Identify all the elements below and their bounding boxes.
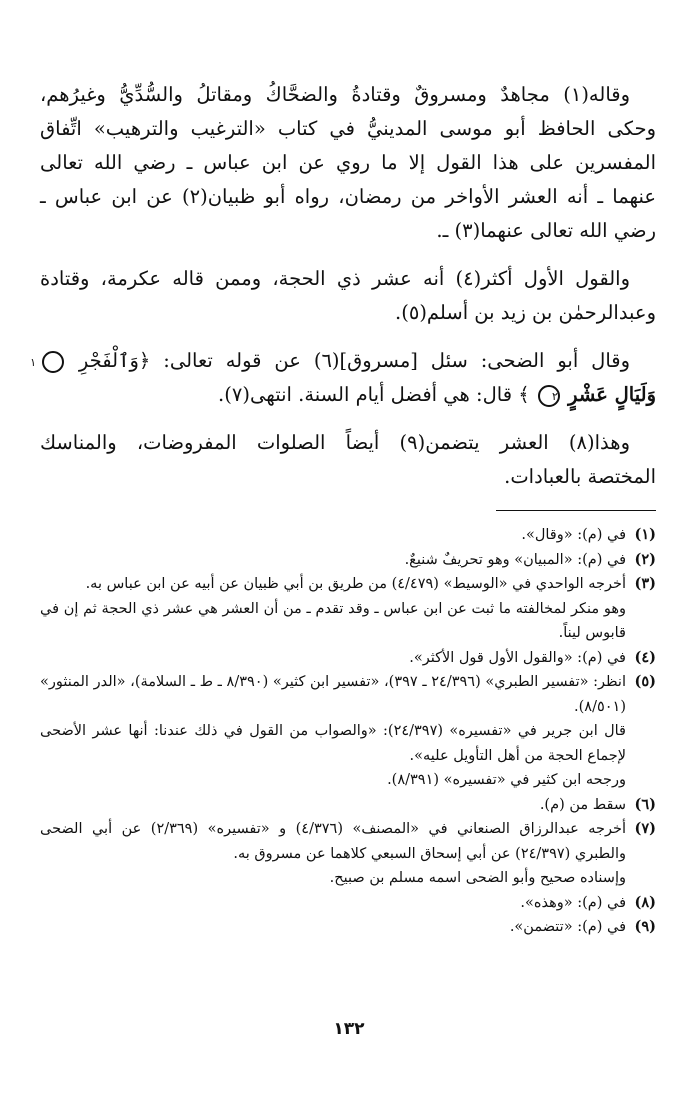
- body-line: وعبدالرحمٰن بن زيد بن أسلم(٥).: [395, 301, 656, 324]
- body-line: وهذا(٨) العشر يتضمن(٩) أيضاً الصلوات المفروضات، والمناسك: [40, 431, 630, 454]
- body-line: وحكى الحافظ أبو موسى المدينيُّ في كتاب «الترغيب والترهيب» اتِّفاق: [40, 117, 656, 140]
- footnote-number: (٩): [634, 918, 656, 935]
- body-line: وقاله(١) مجاهدٌ ومسروقٌ وقتادةُ والضحَّاكُ ومقاتلُ والسُّدِّيُّ وغيرُهم،: [40, 83, 630, 106]
- body-line: [40, 378, 656, 412]
- body-line: عنهما ـ أنه العشر الأواخر من رمضان، رواه أبو ظبيان(٢) عن ابن عباس ـ: [40, 185, 656, 208]
- footnote-2: [40, 548, 656, 573]
- body-paragraph-1: [40, 78, 656, 248]
- quran-text: وَلَيَالٍ عَشْرٍ: [568, 383, 656, 406]
- footnote-text: أخرجه عبدالرزاق الصنعاني في «المصنف» (٤/٣٧٦) و «تفسيره» (٢/٣٦٩) عن أبي الضحى والطبري (٢٤/٣٩٧) عن أبي إسحاق السبعي كلاهما عن مسروق به.: [40, 821, 627, 862]
- footnote-number: (٥): [634, 673, 656, 690]
- footnote-1: [40, 523, 656, 548]
- footnote-number: (٨): [634, 893, 656, 911]
- body-text: وقال أبو الضحى: سئل [مسروق](٦) عن قوله تعالى: ﴿وَٱلْفَجْرِ: [78, 349, 630, 372]
- body-line: والقول الأول أكثر(٤) أنه عشر ذي الحجة، وممن قاله عكرمة، وقتادة: [40, 267, 630, 290]
- footnote-9: [40, 915, 656, 940]
- footnote-divider: [496, 510, 656, 511]
- body-line: المفسرين على هذا القول إلا ما روي عن ابن عباس ـ رضي الله تعالى: [40, 151, 656, 174]
- body-line: المختصة بالعبادات.: [504, 465, 656, 488]
- footnote-4: [40, 646, 656, 671]
- footnote-continuation: وإسناده صحيح وأبو الضحى اسمه مسلم بن صبيح.: [329, 870, 626, 886]
- ayah-number-icon: ١: [42, 351, 64, 373]
- footnote-number: (١): [634, 526, 656, 543]
- footnote-text: انظر: «تفسير الطبري» (٢٤/٣٩٦ ـ ٣٩٧)، «تفسير ابن كثير» (٨/٣٩٠ ـ ط ـ السلامة)، «الدر المنثور» (٨/٥٠١).: [40, 674, 626, 715]
- footnote-3: [40, 572, 656, 597]
- footnote-text: في (م): «وقال».: [521, 527, 626, 543]
- footnote-6: [40, 793, 656, 818]
- footnote-5: [40, 670, 656, 719]
- ayah-number-icon: ٢: [538, 385, 560, 407]
- footnotes: [40, 523, 656, 940]
- body-text: ﴾ قال: هي أفضل أيام السنة. انتهى(٧).: [218, 383, 530, 406]
- footnote-8: [40, 891, 656, 916]
- footnote-continuation: قال ابن جرير في «تفسيره» (٢٤/٣٩٧): «والصواب من القول في ذلك عندنا: أنها عشر الأضحى لإجماع الحجة من أهل التأويل عليه».: [40, 723, 626, 764]
- body-paragraph-4: [40, 426, 656, 494]
- page-content: [30, 78, 656, 940]
- footnote-7: [40, 817, 656, 866]
- footnote-number: (٦): [634, 795, 656, 813]
- footnote-text: في (م): «المبيان» وهو تحريفٌ شنيعٌ.: [404, 551, 626, 568]
- footnote-text: أخرجه الواحدي في «الوسيط» (٤/٤٧٩) من طريق بن أبي ظبيان عن أبيه عن ابن عباس به.: [85, 576, 626, 592]
- body-paragraph-2: [40, 262, 656, 330]
- footnote-number: (٧): [634, 820, 656, 837]
- footnote-number: (٢): [634, 550, 656, 568]
- footnote-text: في (م): «والقول الأول قول الأكثر».: [409, 649, 626, 666]
- footnote-text: سقط من (م).: [539, 796, 626, 813]
- footnote-number: (٣): [634, 575, 656, 592]
- footnote-continuation: وهو منكر لمخالفته ما ثبت عن ابن عباس ـ وقد تقدم ـ من أن العشر هي عشر ذي الحجة ثم إن في قابوس ليناً.: [40, 600, 626, 641]
- footnote-continuation: ورجحه ابن كثير في «تفسيره» (٨/٣٩١).: [387, 772, 626, 788]
- body-paragraph-3: [30, 344, 656, 412]
- footnote-text: في (م): «وهذه».: [520, 894, 626, 911]
- footnote-text: في (م): «تتضمن».: [509, 919, 626, 935]
- body-line: [30, 344, 656, 378]
- footnote-number: (٤): [634, 648, 656, 666]
- page-number: ١٣٢: [333, 1019, 365, 1039]
- body-line: رضي الله تعالى عنهما(٣) ـ.: [436, 219, 656, 242]
